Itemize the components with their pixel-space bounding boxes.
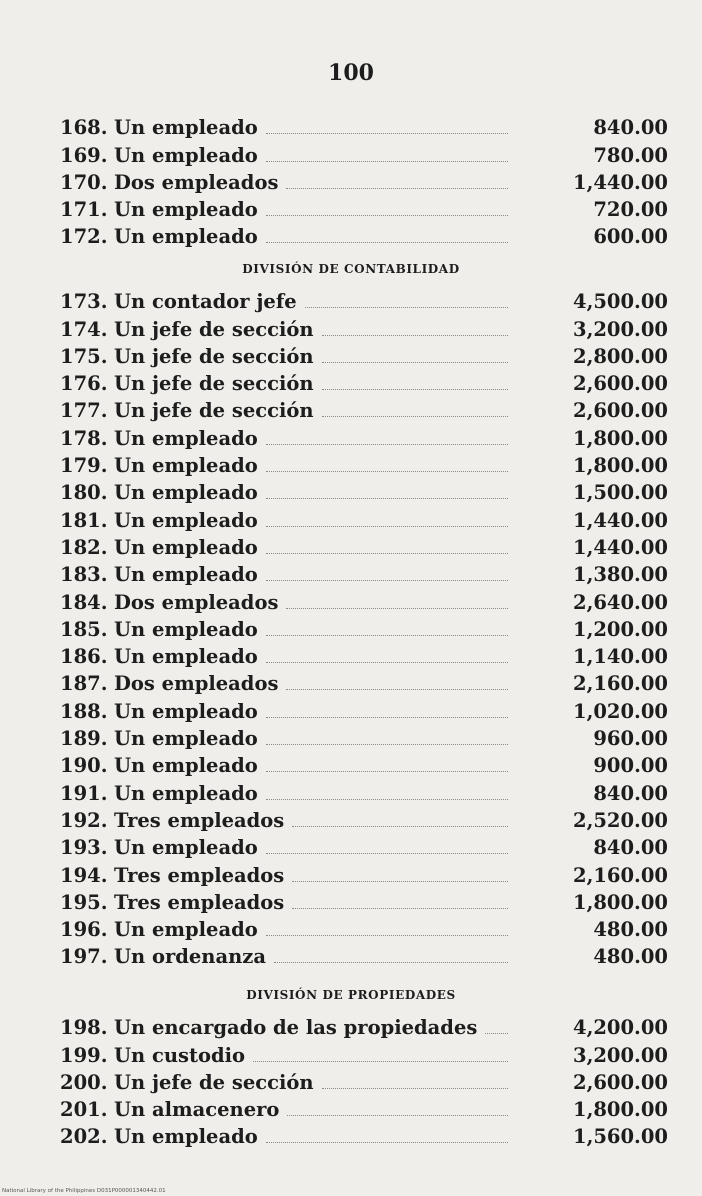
entry-description: Dos empleados — [114, 170, 279, 194]
entry-row — [60, 1012, 668, 1039]
entry-number: 177. — [60, 399, 108, 423]
entry-row — [60, 832, 668, 859]
entry-description: Un empleado — [114, 225, 258, 249]
entry-description: Un encargado de las propiedades — [114, 1016, 478, 1040]
dot-leader — [266, 1142, 508, 1143]
dot-leader — [292, 826, 508, 827]
entry-amount: 2,600.00 — [573, 1070, 668, 1094]
entry-amount: 840.00 — [593, 781, 668, 805]
entry-description: Un contador jefe — [114, 290, 297, 314]
entry-description: Dos empleados — [114, 590, 279, 614]
entry-description: Un empleado — [114, 699, 258, 723]
entry-description: Un custodio — [114, 1043, 246, 1067]
entry-row — [60, 422, 668, 449]
entry-number: 190. — [60, 754, 108, 778]
entry-row — [60, 914, 668, 941]
entry-amount: 2,640.00 — [573, 590, 668, 614]
entry-row — [60, 777, 668, 804]
entry-description: Tres empleados — [114, 863, 285, 887]
entry-description: Tres empleados — [114, 890, 285, 914]
entry-number: 195. — [60, 890, 108, 914]
entries-group-contabilidad — [60, 286, 668, 968]
entry-number: 184. — [60, 590, 108, 614]
entry-description: Un jefe de sección — [114, 344, 314, 368]
dot-leader — [266, 471, 508, 472]
entry-amount: 840.00 — [593, 836, 668, 860]
entry-row — [60, 504, 668, 531]
entry-description: Tres empleados — [114, 808, 285, 832]
entry-description: Un empleado — [114, 781, 258, 805]
dot-leader — [322, 389, 508, 390]
entry-row — [60, 941, 668, 968]
entry-row — [60, 559, 668, 586]
entry-description: Un empleado — [114, 508, 258, 532]
page-number: 100 — [328, 60, 374, 86]
entry-number: 194. — [60, 863, 108, 887]
entry-amount: 1,200.00 — [573, 617, 668, 641]
dot-leader — [266, 935, 508, 936]
entry-amount: 1,440.00 — [573, 170, 668, 194]
entry-number: 193. — [60, 836, 108, 860]
entry-row — [60, 341, 668, 368]
dot-leader — [266, 853, 508, 854]
entry-description: Un almacenero — [114, 1098, 280, 1122]
entry-number: 175. — [60, 344, 108, 368]
entry-amount: 1,140.00 — [573, 645, 668, 669]
dot-leader — [266, 215, 508, 216]
entry-amount: 600.00 — [593, 225, 668, 249]
entry-description: Un empleado — [114, 645, 258, 669]
entry-amount: 1,500.00 — [573, 481, 668, 505]
entry-amount: 840.00 — [593, 116, 668, 140]
dot-leader — [266, 553, 508, 554]
entry-description: Un ordenanza — [114, 945, 266, 969]
dot-leader — [292, 881, 508, 882]
entry-description: Un empleado — [114, 563, 258, 587]
dot-leader — [253, 1061, 508, 1062]
entry-number: 178. — [60, 426, 108, 450]
entry-number: 188. — [60, 699, 108, 723]
entry-description: Un empleado — [114, 143, 258, 167]
dot-leader — [266, 744, 508, 745]
entry-number: 176. — [60, 372, 108, 396]
entry-row — [60, 668, 668, 695]
entry-number: 201. — [60, 1098, 108, 1122]
entry-description: Un empleado — [114, 481, 258, 505]
dot-leader — [286, 188, 508, 189]
entry-amount: 1,800.00 — [573, 890, 668, 914]
dot-leader — [266, 498, 508, 499]
entry-row — [60, 368, 668, 395]
entry-number: 196. — [60, 918, 108, 942]
entry-number: 187. — [60, 672, 108, 696]
entry-row — [60, 695, 668, 722]
entry-number: 191. — [60, 781, 108, 805]
entry-number: 172. — [60, 225, 108, 249]
dot-leader — [286, 689, 508, 690]
entry-row — [60, 887, 668, 914]
entry-description: Un empleado — [114, 426, 258, 450]
entry-row — [60, 1094, 668, 1121]
entry-number: 174. — [60, 317, 108, 341]
entry-row — [60, 313, 668, 340]
entries-group-1 — [60, 112, 668, 248]
entry-row — [60, 221, 668, 248]
entry-amount: 480.00 — [593, 918, 668, 942]
entry-number: 182. — [60, 535, 108, 559]
entry-amount: 1,800.00 — [573, 426, 668, 450]
entry-description: Un jefe de sección — [114, 317, 314, 341]
entry-description: Un empleado — [114, 754, 258, 778]
entry-row — [60, 194, 668, 221]
dot-leader — [305, 307, 508, 308]
entry-number: 179. — [60, 454, 108, 478]
dot-leader — [266, 580, 508, 581]
entry-row — [60, 723, 668, 750]
entry-number: 186. — [60, 645, 108, 669]
entry-description: Dos empleados — [114, 672, 279, 696]
entry-amount: 2,600.00 — [573, 372, 668, 396]
dot-leader — [266, 161, 508, 162]
entry-amount: 1,440.00 — [573, 508, 668, 532]
entry-amount: 1,800.00 — [573, 454, 668, 478]
entry-amount: 3,200.00 — [573, 317, 668, 341]
entry-description: Un jefe de sección — [114, 372, 314, 396]
entry-row — [60, 1067, 668, 1094]
entry-amount: 1,440.00 — [573, 535, 668, 559]
entry-row — [60, 641, 668, 668]
entry-number: 180. — [60, 481, 108, 505]
dot-leader — [266, 444, 508, 445]
entry-row — [60, 112, 668, 139]
entry-number: 181. — [60, 508, 108, 532]
entry-number: 183. — [60, 563, 108, 587]
entry-amount: 2,160.00 — [573, 672, 668, 696]
dot-leader — [287, 1115, 508, 1116]
entry-number: 173. — [60, 290, 108, 314]
entry-amount: 4,200.00 — [573, 1016, 668, 1040]
dot-leader — [266, 717, 508, 718]
entry-amount: 3,200.00 — [573, 1043, 668, 1067]
entry-number: 202. — [60, 1125, 108, 1149]
entry-amount: 2,600.00 — [573, 399, 668, 423]
section-heading-propiedades: DIVISIÓN DE PROPIEDADES — [246, 988, 456, 1002]
entry-number: 170. — [60, 170, 108, 194]
entry-row — [60, 805, 668, 832]
entry-row — [60, 859, 668, 886]
entry-row — [60, 450, 668, 477]
dot-leader — [266, 526, 508, 527]
entry-number: 197. — [60, 945, 108, 969]
entry-row — [60, 614, 668, 641]
dot-leader — [322, 335, 508, 336]
entry-number: 168. — [60, 116, 108, 140]
entry-description: Un empleado — [114, 918, 258, 942]
entry-row — [60, 477, 668, 504]
dot-leader — [286, 608, 508, 609]
entry-number: 171. — [60, 198, 108, 222]
dot-leader — [274, 962, 508, 963]
entry-description: Un jefe de sección — [114, 399, 314, 423]
entry-description: Un jefe de sección — [114, 1070, 314, 1094]
entry-amount: 1,560.00 — [573, 1125, 668, 1149]
entry-amount: 1,380.00 — [573, 563, 668, 587]
entry-number: 200. — [60, 1070, 108, 1094]
entry-description: Un empleado — [114, 1125, 258, 1149]
footer-credit: National Library of the Philippines D031P000001340442.01 — [2, 1188, 166, 1194]
entry-row — [60, 139, 668, 166]
entry-row — [60, 586, 668, 613]
entry-description: Un empleado — [114, 198, 258, 222]
entry-row — [60, 167, 668, 194]
dot-leader — [322, 1088, 508, 1089]
entry-description: Un empleado — [114, 454, 258, 478]
entry-amount: 960.00 — [593, 727, 668, 751]
entry-amount: 4,500.00 — [573, 290, 668, 314]
entries-group-propiedades — [60, 1012, 668, 1148]
entry-number: 169. — [60, 143, 108, 167]
entry-row — [60, 532, 668, 559]
entry-number: 185. — [60, 617, 108, 641]
entry-amount: 480.00 — [593, 945, 668, 969]
entry-amount: 900.00 — [593, 754, 668, 778]
entry-amount: 1,800.00 — [573, 1098, 668, 1122]
dot-leader — [266, 635, 508, 636]
dot-leader — [266, 799, 508, 800]
section-heading-contabilidad: DIVISIÓN DE CONTABILIDAD — [242, 262, 460, 276]
entry-number: 199. — [60, 1043, 108, 1067]
entry-description: Un empleado — [114, 727, 258, 751]
entry-amount: 1,020.00 — [573, 699, 668, 723]
entry-description: Un empleado — [114, 535, 258, 559]
entry-amount: 780.00 — [593, 143, 668, 167]
dot-leader — [266, 771, 508, 772]
dot-leader — [485, 1033, 508, 1034]
dot-leader — [266, 133, 508, 134]
entry-number: 192. — [60, 808, 108, 832]
entry-row — [60, 1039, 668, 1066]
dot-leader — [266, 662, 508, 663]
dot-leader — [322, 416, 508, 417]
entry-amount: 720.00 — [593, 198, 668, 222]
entry-row — [60, 395, 668, 422]
dot-leader — [322, 362, 508, 363]
entry-description: Un empleado — [114, 617, 258, 641]
dot-leader — [266, 242, 508, 243]
entry-row — [60, 1121, 668, 1148]
entry-description: Un empleado — [114, 116, 258, 140]
entry-amount: 2,520.00 — [573, 808, 668, 832]
entry-row — [60, 286, 668, 313]
entry-description: Un empleado — [114, 836, 258, 860]
entry-number: 189. — [60, 727, 108, 751]
entry-number: 198. — [60, 1016, 108, 1040]
entry-row — [60, 750, 668, 777]
entry-amount: 2,800.00 — [573, 344, 668, 368]
dot-leader — [292, 908, 508, 909]
entry-amount: 2,160.00 — [573, 863, 668, 887]
